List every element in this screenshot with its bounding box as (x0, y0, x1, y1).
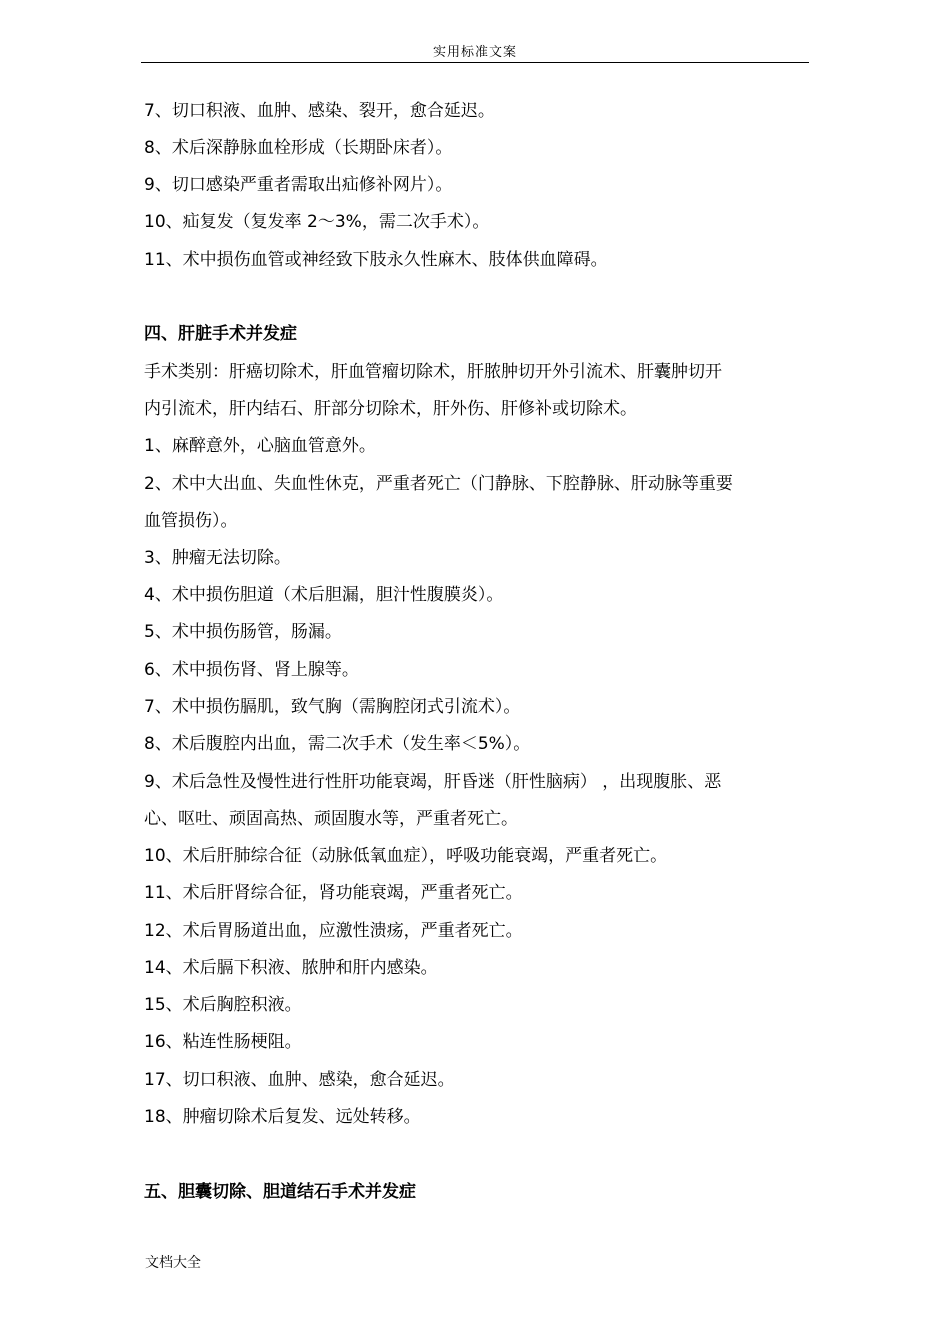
page-header: 实用标准文案 (432, 45, 517, 60)
list-item-continuation: 心、呕吐、顽固高热、顽固腹水等，严重者死亡。 (144, 809, 518, 829)
header-rule (141, 62, 809, 63)
list-item: 8、术后深静脉血栓形成（长期卧床者）。 (144, 138, 453, 158)
list-item: 16、粘连性肠梗阻。 (144, 1032, 302, 1052)
list-item: 12、术后胃肠道出血，应激性溃疡，严重者死亡。 (144, 921, 523, 941)
list-item: 9、切口感染严重者需取出疝修补网片）。 (144, 175, 453, 195)
list-item: 17、切口积液、血肿、感染，愈合延迟。 (144, 1070, 455, 1090)
list-item: 3、肿瘤无法切除。 (144, 548, 291, 568)
list-item: 8、术后腹腔内出血，需二次手术（发生率＜5%）。 (144, 734, 531, 754)
paragraph-line: 手术类别：肝癌切除术，肝血管瘤切除术，肝脓肿切开外引流术、肝囊肿切开 (144, 362, 722, 382)
list-item: 15、术后胸腔积液。 (144, 995, 302, 1015)
list-item: 6、术中损伤肾、肾上腺等。 (144, 660, 359, 680)
list-item: 14、术后膈下积液、脓肿和肝内感染。 (144, 958, 438, 978)
list-item: 4、术中损伤胆道（术后胆漏，胆汁性腹膜炎）。 (144, 585, 504, 605)
list-item: 18、肿瘤切除术后复发、远处转移。 (144, 1107, 421, 1127)
section-heading: 四、肝脏手术并发症 (144, 324, 297, 344)
page-footer: 文档大全 (145, 1255, 201, 1271)
list-item: 10、疝复发（复发率 2～3%，需二次手术）。 (144, 212, 490, 232)
list-item: 11、术中损伤血管或神经致下肢永久性麻木、肢体供血障碍。 (144, 250, 608, 270)
section-heading: 五、胆囊切除、胆道结石手术并发症 (144, 1182, 416, 1202)
list-item: 5、术中损伤肠管，肠漏。 (144, 622, 342, 642)
list-item: 11、术后肝肾综合征，肾功能衰竭，严重者死亡。 (144, 883, 523, 903)
list-item: 10、术后肝肺综合征（动脉低氧血症），呼吸功能衰竭，严重者死亡。 (144, 846, 668, 866)
list-item: 1、麻醉意外，心脑血管意外。 (144, 436, 376, 456)
list-item: 7、术中损伤膈肌，致气胸（需胸腔闭式引流术）。 (144, 697, 521, 717)
list-item-continuation: 血管损伤）。 (144, 511, 238, 531)
list-item: 7、切口积液、血肿、感染、裂开，愈合延迟。 (144, 101, 495, 121)
paragraph-line: 内引流术，肝内结石、肝部分切除术，肝外伤、肝修补或切除术。 (144, 399, 637, 419)
list-item: 9、术后急性及慢性进行性肝功能衰竭，肝昏迷（肝性脑病） ，出现腹胀、恶 (144, 772, 722, 792)
list-item: 2、术中大出血、失血性休克，严重者死亡（门静脉、下腔静脉、肝动脉等重要 (144, 474, 733, 494)
